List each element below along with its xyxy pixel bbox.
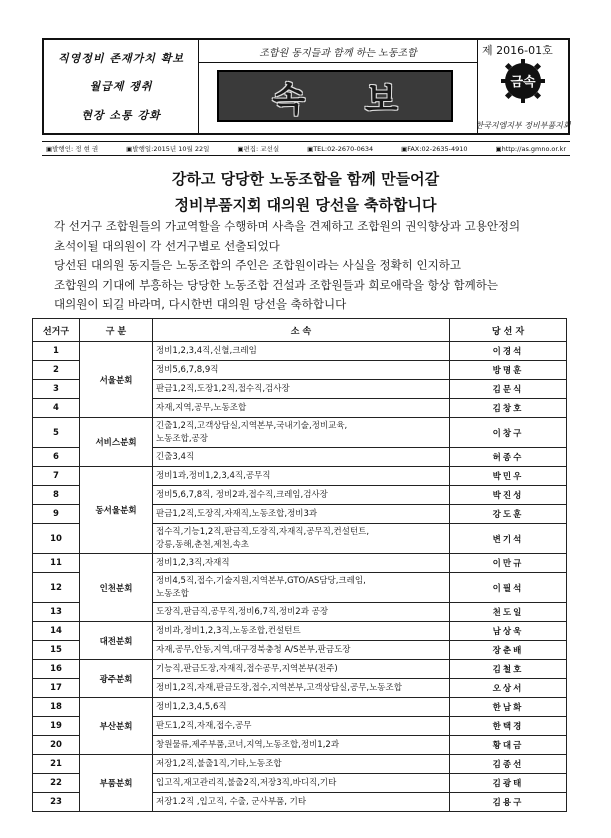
affiliation-cell	[153, 717, 450, 736]
district-number: 6	[33, 448, 80, 467]
district-number: 23	[33, 793, 80, 812]
elected-name: 황대금	[450, 736, 567, 755]
col-district: 선거구	[33, 319, 80, 342]
affiliation-cell	[153, 679, 450, 698]
affiliation-cell	[153, 361, 450, 380]
union-slogan: 조합원 동지들과 함께 하는 노동조합	[199, 40, 477, 63]
affiliation-cell	[153, 660, 450, 679]
affiliation-cell	[153, 774, 450, 793]
division-name: 서비스분회	[80, 418, 153, 467]
elected-name: 이창구	[450, 418, 567, 448]
elected-name: 박민우	[450, 467, 567, 486]
affiliation-cell	[153, 755, 450, 774]
district-number: 20	[33, 736, 80, 755]
district-number: 11	[33, 554, 80, 573]
affiliation-line: 접수직,기능1,2직,판금직,도장직,자재직,공무직,컨설턴트,	[156, 526, 370, 537]
editor: ▣편집: 교선실	[237, 145, 280, 153]
affiliation-line: 긴출1,2직,고객상담실,지역본부,국내기술,정비교육,	[156, 420, 348, 431]
elected-delegates-table	[32, 318, 567, 812]
affiliation-cell	[153, 505, 450, 524]
district-number: 3	[33, 380, 80, 399]
affiliation-cell	[153, 380, 450, 399]
district-number: 17	[33, 679, 80, 698]
affiliation-line: 정비5,6,7,8,9직	[156, 364, 219, 375]
affiliation-line: 도장직,판금직,공무직,정비6,7직,정비2과 공장	[156, 606, 329, 617]
district-number: 21	[33, 755, 80, 774]
affiliation-line: 정비1과,정비1,2,3,4직,공무직	[156, 470, 271, 481]
elected-name: 장춘배	[450, 641, 567, 660]
affiliation-line: 자재,공무,안동,지역,대구경북충청 A/S본부,판금도장	[156, 644, 351, 655]
elected-name: 강도훈	[450, 505, 567, 524]
affiliation-line: 정비1,2,3직,자재직	[156, 557, 230, 568]
district-number: 12	[33, 573, 80, 603]
affiliation-line: 정비4,5직,접수,기술지원,지역본부,GTO/AS담당,크레임,	[156, 575, 366, 586]
district-number: 1	[33, 342, 80, 361]
table-row	[33, 698, 567, 717]
affiliation-line: 입고직,재고관리직,불출2직,저장3직,바디직,기타	[156, 777, 337, 788]
fax: ▣FAX:02-2635-4910	[401, 144, 468, 153]
affiliation-line: 노동조합,공장	[156, 433, 208, 444]
district-number: 16	[33, 660, 80, 679]
elected-name: 김광태	[450, 774, 567, 793]
district-number: 18	[33, 698, 80, 717]
affiliation-cell	[153, 554, 450, 573]
affiliation-cell	[153, 641, 450, 660]
affiliation-cell	[153, 573, 450, 603]
affiliation-cell	[153, 622, 450, 641]
union-logo-icon	[500, 58, 546, 104]
table-row	[33, 554, 567, 573]
table-row	[33, 467, 567, 486]
slogan-line-3: 현장 소통 강화	[81, 108, 161, 122]
district-number: 5	[33, 418, 80, 448]
publication-info-bar	[42, 141, 570, 156]
table-row	[33, 755, 567, 774]
elected-name: 김철호	[450, 660, 567, 679]
elected-name: 김창호	[450, 399, 567, 418]
table-header-row	[33, 319, 567, 342]
website-link[interactable]: ▣http://as.gmno.or.kr	[495, 144, 566, 153]
affiliation-line: 창원물류,제주부품,코너,지역,노동조합,정비1,2과	[156, 739, 340, 750]
affiliation-cell	[153, 486, 450, 505]
elected-name: 남상욱	[450, 622, 567, 641]
elected-name: 한택경	[450, 717, 567, 736]
district-number: 4	[33, 399, 80, 418]
body-line: 대의원이 되길 바라며, 다시한번 대의원 당선을 축하합니다	[54, 297, 347, 311]
affiliation-cell	[153, 736, 450, 755]
affiliation-line: 정비1,2직,자재,판금도장,접수,지역본부,고객상담실,공무,노동조합	[156, 682, 402, 693]
issue-number: 제 2016-01호	[482, 44, 553, 57]
affiliation-cell	[153, 418, 450, 448]
body-line: 각 선거구 조합원들의 가교역할을 수행하며 사측을 견제하고 조합원의 권익향상과 고용안정의	[54, 219, 521, 233]
district-number: 15	[33, 641, 80, 660]
affiliation-line: 저장1.2직 ,입고직, 수출, 군사부품, 기타	[156, 796, 307, 807]
telephone: ▣TEL:02-2670-0634	[307, 144, 374, 153]
logo-text: 금속	[510, 75, 536, 90]
slogan-line-2: 월급제 쟁취	[89, 80, 153, 94]
col-elected: 당 선 자	[450, 319, 567, 342]
table-row	[33, 342, 567, 361]
district-number: 19	[33, 717, 80, 736]
division-name: 대전분회	[80, 622, 153, 660]
table-body	[33, 342, 567, 812]
affiliation-cell	[153, 524, 450, 554]
affiliation-line: 자재,지역,공무,노동조합	[156, 402, 247, 413]
affiliation-line: 강릉,동해,춘천,제천,속초	[156, 539, 249, 550]
affiliation-cell	[153, 698, 450, 717]
district-number: 22	[33, 774, 80, 793]
affiliation-line: 노동조합	[156, 588, 189, 599]
affiliation-line: 정비5,6,7,8직, 정비2과,접수직,크레임,검사장	[156, 489, 328, 500]
affiliation-line: 긴출3,4직	[156, 451, 195, 462]
affiliation-line: 정비과,정비1,2,3직,노동조합,컨설턴트	[156, 625, 301, 636]
elected-name: 이경석	[450, 342, 567, 361]
body-line: 조합원의 기대에 부흥하는 당당한 노동조합 건설과 조합원들과 희로애락을 항상 함께하는	[54, 277, 498, 292]
elected-name: 천도일	[450, 603, 567, 622]
division-name: 동서울분회	[80, 467, 153, 554]
affiliation-cell	[153, 467, 450, 486]
elected-name: 김종선	[450, 755, 567, 774]
bulletin-title-box	[217, 70, 453, 122]
body-line: 초석이될 대의원이 각 선거구별로 선출되었다	[54, 238, 280, 253]
district-number: 8	[33, 486, 80, 505]
affiliation-line: 정비1,2,3,4직,신혈,크레임	[156, 345, 257, 356]
publish-date: ▣발행일:2015년 10월 22일	[126, 145, 210, 153]
bulletin-title: 속 보	[272, 79, 422, 120]
elected-name: 박진성	[450, 486, 567, 505]
affiliation-line: 기능직,판금도장,자재직,접수공무,지역본부(전주)	[156, 663, 338, 674]
affiliation-cell	[153, 399, 450, 418]
district-number: 7	[33, 467, 80, 486]
affiliation-line: 판금1,2직,도장1,2직,접수직,검사장	[156, 383, 290, 394]
table-row	[33, 622, 567, 641]
division-name: 부산분회	[80, 698, 153, 755]
affiliation-line: 저장1,2직,불출1직,기타,노동조합	[156, 758, 282, 769]
masthead-right	[477, 40, 569, 133]
col-division: 구 분	[80, 319, 153, 342]
affiliation-line: 판도1,2직,자재,접수,공무	[156, 720, 252, 731]
body-line: 당선된 대의원 동지들은 노동조합의 주인은 조합원이라는 사실을 정확히 인지하고	[54, 258, 461, 272]
district-number: 2	[33, 361, 80, 380]
affiliation-cell	[153, 793, 450, 812]
division-name: 광주분회	[80, 660, 153, 698]
elected-name: 허종수	[450, 448, 567, 467]
elected-name: 김문식	[450, 380, 567, 399]
headline	[0, 168, 611, 216]
affiliation-line: 판금1,2직,도장직,자재직,노동조합,정비3과	[156, 508, 318, 519]
elected-name: 방명훈	[450, 361, 567, 380]
elected-name: 이만규	[450, 554, 567, 573]
headline-line-1: 강하고 당당한 노동조합을 함께 만들어갈	[171, 170, 440, 188]
elected-name: 김용구	[450, 793, 567, 812]
org-name: 한국지엠지부 정비부품지회	[475, 121, 571, 130]
division-name: 부품분회	[80, 755, 153, 812]
body-paragraph	[54, 217, 564, 315]
table-row	[33, 660, 567, 679]
elected-name: 변기석	[450, 524, 567, 554]
elected-name: 오상서	[450, 679, 567, 698]
col-affiliation: 소 속	[153, 319, 450, 342]
slogan-line-1: 직영정비 존재가치 확보	[58, 52, 184, 66]
masthead-center	[199, 40, 477, 133]
headline-line-2: 정비부품지회 대의원 당선을 축하합니다	[174, 196, 437, 214]
affiliation-cell	[153, 603, 450, 622]
table-row	[33, 418, 567, 448]
division-name: 서울분회	[80, 342, 153, 418]
district-number: 13	[33, 603, 80, 622]
district-number: 14	[33, 622, 80, 641]
affiliation-cell	[153, 448, 450, 467]
publisher: ▣발행인: 정 현 권	[46, 145, 99, 153]
elected-name: 이필석	[450, 573, 567, 603]
elected-name: 한남화	[450, 698, 567, 717]
masthead	[42, 38, 570, 135]
affiliation-line: 정비1,2,3,4,5,6직	[156, 701, 227, 712]
district-number: 9	[33, 505, 80, 524]
masthead-slogans	[44, 40, 199, 133]
affiliation-cell	[153, 342, 450, 361]
district-number: 10	[33, 524, 80, 554]
division-name: 인천분회	[80, 554, 153, 622]
